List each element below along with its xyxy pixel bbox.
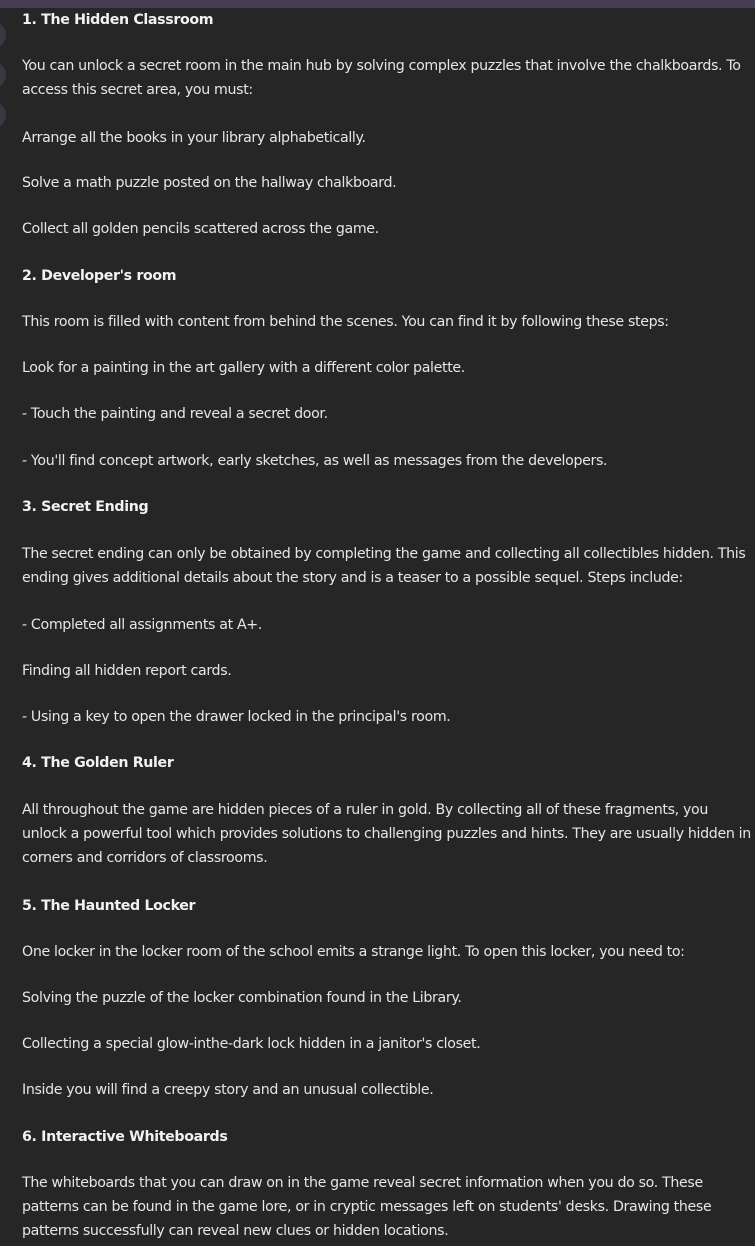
scroll-marker[interactable] (0, 62, 6, 88)
section-heading: 1. The Hidden Classroom (22, 12, 214, 28)
section-intro: One locker in the locker room of the school emits a strange light. To open this locker, you need to: (22, 944, 685, 960)
list-item: - Touch the painting and reveal a secret door. (22, 406, 328, 422)
list-item: Inside you will find a creepy story and an unusual collectible. (22, 1082, 434, 1098)
section-heading: 2. Developer's room (22, 268, 177, 284)
list-item: Collect all golden pencils scattered across the game. (22, 221, 379, 237)
scroll-marker[interactable] (0, 22, 6, 48)
section-intro: All throughout the game are hidden pieces of a ruler in gold. By collecting all of these fragments, you unlock a powerful tool which provides solutions to challenging puzzles and hints. They are usually hidden in corners and corridors of classrooms. (22, 802, 751, 866)
section-intro: The whiteboards that you can draw on in the game reveal secret information when you do so. These patterns can be found in the game lore, or in cryptic messages left on students' desks. Drawing these patterns successfully can reveal new clues or hidden locations. (22, 1175, 712, 1239)
list-item: - Completed all assignments at A+. (22, 617, 262, 633)
section-heading: 3. Secret Ending (22, 499, 149, 515)
section-heading: 6. Interactive Whiteboards (22, 1129, 228, 1145)
list-item: Arrange all the books in your library alphabetically. (22, 130, 366, 146)
section-heading: 4. The Golden Ruler (22, 755, 174, 771)
list-item: - You'll find concept artwork, early sketches, as well as messages from the developers. (22, 453, 608, 469)
list-item: Finding all hidden report cards. (22, 663, 232, 679)
list-item: Look for a painting in the art gallery with a different color palette. (22, 360, 465, 376)
list-item: Solving the puzzle of the locker combination found in the Library. (22, 990, 462, 1006)
list-item: - Using a key to open the drawer locked in the principal's room. (22, 709, 451, 725)
top-border (0, 0, 755, 8)
section-heading: 5. The Haunted Locker (22, 898, 196, 914)
list-item: Collecting a special glow-inthe-dark lock hidden in a janitor's closet. (22, 1036, 481, 1052)
list-item: Solve a math puzzle posted on the hallway chalkboard. (22, 175, 397, 191)
section-intro: This room is filled with content from behind the scenes. You can find it by following these steps: (22, 314, 669, 330)
scroll-marker[interactable] (0, 102, 6, 128)
section-intro: The secret ending can only be obtained by completing the game and collecting all collectibles hidden. This ending gives additional details about the story and is a teaser to a possible sequel. Steps include: (22, 546, 746, 586)
section-intro: You can unlock a secret room in the main hub by solving complex puzzles that involve the chalkboards. To access this secret area, you must: (22, 58, 741, 98)
